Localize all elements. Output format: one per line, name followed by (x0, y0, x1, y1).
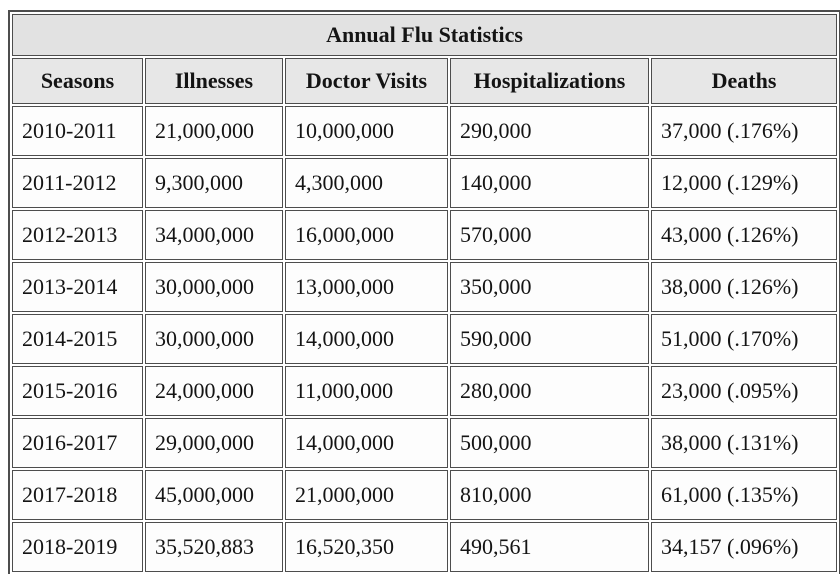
doctor-visits-cell: 10,000,000 (285, 106, 448, 156)
illnesses-cell: 29,000,000 (145, 418, 283, 468)
illnesses-cell: 9,300,000 (145, 158, 283, 208)
hospitalizations-cell: 590,000 (450, 314, 649, 364)
doctor-visits-cell: 16,520,350 (285, 522, 448, 572)
season-cell: 2016-2017 (12, 418, 143, 468)
deaths-cell: 38,000 (.126%) (651, 262, 837, 312)
doctor-visits-cell: 14,000,000 (285, 314, 448, 364)
table-row (12, 366, 837, 416)
table-row (12, 210, 837, 260)
doctor-visits-cell: 16,000,000 (285, 210, 448, 260)
season-cell: 2011-2012 (12, 158, 143, 208)
hospitalizations-cell: 570,000 (450, 210, 649, 260)
deaths-cell: 51,000 (.170%) (651, 314, 837, 364)
illnesses-cell: 30,000,000 (145, 262, 283, 312)
season-cell: 2014-2015 (12, 314, 143, 364)
doctor-visits-cell: 11,000,000 (285, 366, 448, 416)
doctor-visits-cell: 14,000,000 (285, 418, 448, 468)
doctor-visits-cell: 13,000,000 (285, 262, 448, 312)
hospitalizations-cell: 490,561 (450, 522, 649, 572)
illnesses-cell: 45,000,000 (145, 470, 283, 520)
illnesses-cell: 30,000,000 (145, 314, 283, 364)
column-header-deaths: Deaths (651, 58, 837, 104)
table-row (12, 418, 837, 468)
table-row (12, 158, 837, 208)
hospitalizations-cell: 290,000 (450, 106, 649, 156)
doctor-visits-cell: 21,000,000 (285, 470, 448, 520)
deaths-cell: 43,000 (.126%) (651, 210, 837, 260)
season-cell: 2017-2018 (12, 470, 143, 520)
deaths-cell: 23,000 (.095%) (651, 366, 837, 416)
table-row (12, 470, 837, 520)
table-row (12, 106, 837, 156)
column-header-seasons: Seasons (12, 58, 143, 104)
flu-statistics-table (8, 10, 840, 574)
table-row (12, 262, 837, 312)
illnesses-cell: 34,000,000 (145, 210, 283, 260)
table-title: Annual Flu Statistics (12, 14, 837, 56)
title-row (12, 14, 837, 56)
deaths-cell: 12,000 (.129%) (651, 158, 837, 208)
season-cell: 2013-2014 (12, 262, 143, 312)
table-row (12, 314, 837, 364)
deaths-cell: 38,000 (.131%) (651, 418, 837, 468)
illnesses-cell: 35,520,883 (145, 522, 283, 572)
season-cell: 2012-2013 (12, 210, 143, 260)
table-body (12, 14, 837, 572)
doctor-visits-cell: 4,300,000 (285, 158, 448, 208)
season-cell: 2015-2016 (12, 366, 143, 416)
column-header-illnesses: Illnesses (145, 58, 283, 104)
column-header-hospitalizations: Hospitalizations (450, 58, 649, 104)
hospitalizations-cell: 280,000 (450, 366, 649, 416)
table-row (12, 522, 837, 572)
header-row (12, 58, 837, 104)
illnesses-cell: 21,000,000 (145, 106, 283, 156)
hospitalizations-cell: 350,000 (450, 262, 649, 312)
hospitalizations-cell: 140,000 (450, 158, 649, 208)
hospitalizations-cell: 810,000 (450, 470, 649, 520)
season-cell: 2010-2011 (12, 106, 143, 156)
column-header-doctor-visits: Doctor Visits (285, 58, 448, 104)
illnesses-cell: 24,000,000 (145, 366, 283, 416)
deaths-cell: 34,157 (.096%) (651, 522, 837, 572)
deaths-cell: 37,000 (.176%) (651, 106, 837, 156)
deaths-cell: 61,000 (.135%) (651, 470, 837, 520)
hospitalizations-cell: 500,000 (450, 418, 649, 468)
season-cell: 2018-2019 (12, 522, 143, 572)
